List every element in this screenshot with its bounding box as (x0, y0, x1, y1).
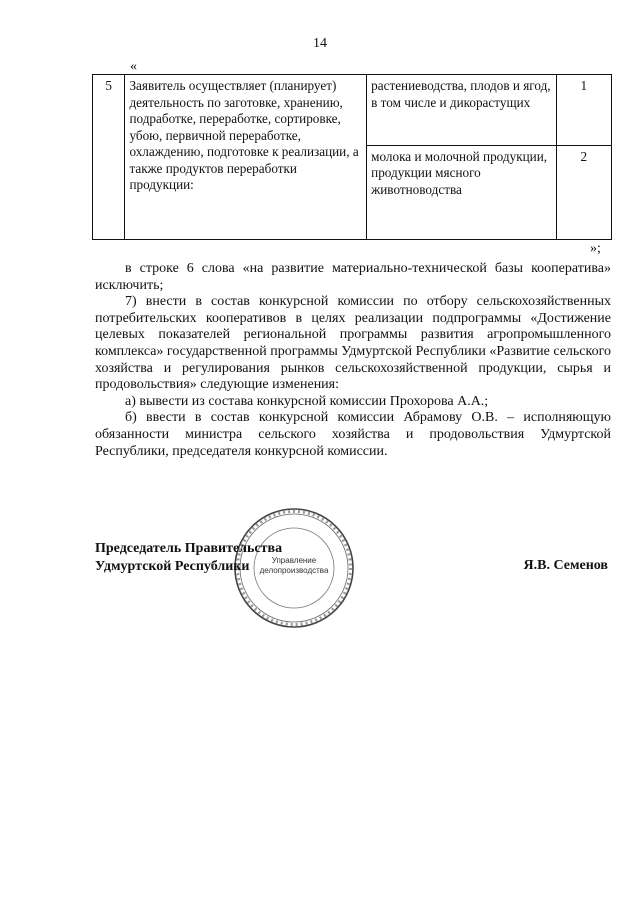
table-row (93, 75, 612, 146)
paragraph: б) ввести в состав конкурсной комиссии Абрамову О.В. – исполняющую обязанности министра сельского хозяйства и продовольствия Удмуртской Республики, председателя конкурсной комиссии. (95, 410, 611, 459)
stamp-text: Управление (271, 556, 317, 565)
page-number: 14 (313, 36, 327, 51)
paragraph: а) вывести из состава конкурсной комиссии Прохорова А.А.; (125, 393, 489, 409)
closing-quote: »; (590, 241, 601, 256)
signatory-name: Я.В. Семенов (523, 558, 608, 573)
subrow-code-cell: 2 (556, 145, 611, 239)
signatory-title-line: Председатель Правительства (95, 541, 283, 556)
amendment-text (95, 261, 611, 460)
subrow-text-cell: молока и молочной продукции, продукции мясного животноводства (367, 145, 556, 239)
description-cell: Заявитель осуществляет (планирует) деятельность по заготовке, хранению, подработке, переработке, сортировке, убою, первичной переработке, охлаждению, подготовке к реализации, а также продуктов переработки продукции: (125, 75, 367, 240)
subrow-code-cell: 1 (556, 75, 611, 146)
opening-quote: « (130, 59, 137, 74)
stamp-text: делопроизводства (259, 566, 329, 575)
amendment-table (92, 74, 612, 240)
subrow-text-cell: растениеводства, плодов и ягод, в том числе и дикорастущих (367, 75, 556, 146)
signatory-title (95, 540, 282, 576)
signatory-title-line: Удмуртской Республики (95, 559, 250, 574)
paragraph: 7) внести в состав конкурсной комиссии по отбору сельскохозяйственных потребительских кооперативов в целях реализации подпрограммы «Достижение целевых показателей региональной программы развития агропромышленного комплекса» государственной программы Удмуртской Республики «Развитие сельского хозяйства и регулирования рынков сельскохозяйственной продукции, сырья и продовольствия» следующие изменения: (95, 294, 611, 393)
paragraph: в строке 6 слова «на развитие материально-технической базы кооператива» исключить; (95, 261, 611, 293)
row-number-cell: 5 (93, 75, 125, 240)
